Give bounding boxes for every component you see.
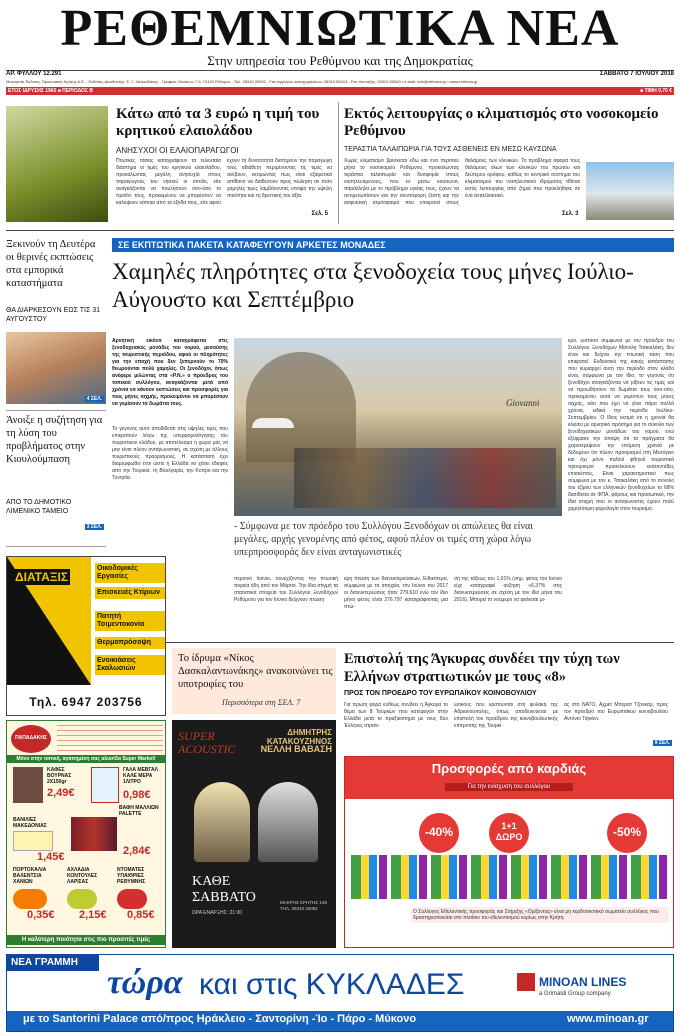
hospital-article[interactable] — [344, 100, 674, 228]
agkyra-page: 9 ΣΕΛ. — [654, 740, 670, 746]
olive-oil-page: Σελ. 5 — [311, 211, 328, 217]
sarantis-footer: Ο Σύλλογος Εθελοντικής προσφοράς και Στήριξης «Ορίζοντας» είναι μη κερδοσκοπικό σωματείο συλλόγος που δραστηριοποιείται στο πλαίσιο του εθελοντισμού κυρίως στην Κρήτη. — [411, 907, 669, 923]
diataxis-item-1: Οικοδομικές Εργασίες — [95, 563, 165, 583]
crowd-shape — [294, 448, 556, 508]
papadakis-item-3-price: 1,45€ — [37, 851, 65, 863]
concert-ad[interactable] — [172, 720, 336, 948]
minoan-logo-icon — [517, 973, 535, 991]
papadakis-item-1-price: 2,49€ — [47, 787, 75, 799]
sarantis-badge-2: 1+1 ΔΩΡΟ — [495, 821, 523, 842]
minoan-brand: MINOAN LINES — [539, 975, 627, 989]
olive-oil-article[interactable] — [6, 100, 332, 228]
concert-time: ΩΡΑ ΕΝΑΡΞΗΣ: 21:00 — [192, 910, 243, 916]
papadakis-item-3-photo — [13, 831, 53, 851]
minoan-tagline: a Grimaldi Group company — [539, 991, 611, 997]
diataxis-phone: Τηλ. 6947 203756 — [29, 695, 143, 709]
main-left-col: Το γεγονός αυτό αποδίδεται στις υψηλές τιμές που επικρατούν λόγω της υπερφορολόγησης του τουριστικού κλάδου, με αποτέλεσμα η χώρα μας να μην είναι πλέον ανταγωνιστική, σε σχέση με άλλους τουριστικούς προορισμούς. Η κατάσταση έχει διαμορφωθεί έτσι ώστε η Ελλάδα να χάνει έδαφος από την Τουρκία, τη Βουλγαρία, την Κύπρο και την Τυνησία. — [112, 426, 228, 481]
papadakis-item-6-name: ΑΧΛΑΔΙΑ ΚΟΝΤΟΥΛΕΣ ΛΑΡΙΣΑΣ — [67, 867, 98, 885]
main-bottom-col1: περσινό Ιούνιο, συνεχίζοντας την πτωτική πορεία ήδη από τον Μάρτιο. Την ίδια στιγμή τα στατιστικά στοιχεία του Συλλόγου Ξενοδόχων Ρεθύμνου για τον Ιούνιο δείχνουν πτώση — [234, 576, 338, 603]
minoan-new-line: ΝΕΑ ΓΡΑΜΜΗ — [7, 955, 99, 971]
sales-headline: Ξεκινούν τη Δευτέρα οι θερινές εκπτώσεις στα εμπορικά καταστήματα — [6, 239, 96, 289]
concert-artist: ΔΗΜΗΤΡΗΣ ΚΑΤΑΚΟΥΖΗΝΟΣ — [266, 728, 332, 746]
agkyra-article[interactable] — [344, 648, 674, 748]
papadakis-footer: Η καλύτερη ποιότητα στις πιο προσιτές τιμές — [7, 935, 165, 945]
issue-date: ΣΑΒΒΑΤΟ 7 ΙΟΥΛΙΟΥ 2018 — [599, 71, 674, 77]
hospital-body: Χωρίς κλιματισμό βρίσκεται εδώ και ένα περίπου μήνα το νοσοκομείο Ρεθύμνου, προκαλώντας τεράστια ταλαιπωρία και δυσφορία στους νοσηλευόμενους, που εν μέσω καύσωνα, παράλληλα με το πρόβλημα υγείας τους, έχουν να αντιμετωπίσουν και την ανυπόφορη ζέστη και την ασφυκτική ατμόσφαιρα που επικρατεί στους θαλάμους των κλινικών. Το πρόβλημα αφορά τους θαλάμους όλων των κλινικών του πρώτου και δεύτερου ορόφου, καθώς το κεντρικό σύστημα του κλιματισμού του νοσηλευτικού ιδρύματος τίθεται εκτός λειτουργίας από ζημιά που προκλήθηκε σε ένα ανταλλακτικό. — [344, 158, 580, 206]
papadakis-item-4-photo — [71, 817, 117, 851]
photo-shop-sign: Giovanni — [506, 398, 540, 408]
diataxis-brand: ΔΙΑΤΑΞΙΣ — [15, 570, 68, 584]
sales-page: 4 ΣΕΛ. — [86, 396, 102, 402]
agkyra-col2: ωτικούς που κρατούνται στη φυλακή της Αδριανούπολης, όπως αποδεικνύεται με επιστολή του προέδρου της κοινοβουλευτικής επιτροπής της Τουρκί- — [454, 702, 558, 729]
hospital-headline: Εκτός λειτουργίας ο κλιματισμός στο νοσοκομείο Ρεθύμνου — [344, 106, 659, 139]
papadakis-item-1-photo — [13, 767, 43, 803]
papadakis-ad[interactable] — [6, 720, 166, 948]
minoan-url[interactable]: www.minoan.gr — [567, 1013, 649, 1025]
minoan-ad[interactable] — [6, 954, 674, 1032]
main-right-col: κρό, ωστόσο σύμφωνα με τον πρόεδρο του Συλλόγου Ξενοδόχων Μανόλη Τσακαλάκη, δεν είναι και δείχνει την πτωτική τάση που επικρατεί. Ενδεικτικό της κακής κατάστασης που κυριαρχεί αυτή την περίοδο στον κλάδο είναι, σύμφωνα με τον ίδιο, το γεγονός ότι ξενοδόχοι αναγκάζονται να ρίξουν τις τιμές και να προωθήσουν τα δωμάτια τους όσο-όσο, προκειμένου αυτά να γεμίσουν τους μήνες αιχμής, κάτι που έχει να γίνει πάρα πολλά χρόνια, ειδικά την περίοδο Ιουλίου-Σεπτεμβρίου. Ο ίδιος εκτιμά ότι η χρονιά θα κλείσει με αρνητικό πρόσημο για το σύνολο των ξενοδοχειακών μονάδων του νομού, ενώ εξέφρασε την άποψη ότι τα πράγματα θα χειροτερέψουν την επόμενη χρονιά με δεδομένο ότι πλέον προορισμοί στη Μεσόγειο και όχι μόνο πολλοί φθηνοί τουριστικά προορισμοί προσελκύουν εκατοντάδες επισκέπτες. Είναι χαρακτηριστικό πως σύμφωνα με τον κ. Τσακαλάκη από το σύνολο του τζίρου των ελληνικών ξενοδοχείων το 68% διατίθεται σε ΦΠΑ, φόρους και προσωπικό, την ίδια στιγμή που οι ανταγωνιστές έχουν πολύ χαμηλότερη φορολογία στον τουρισμό. — [568, 338, 674, 512]
masthead-title: ΡΕΘΕΜΝΙΩΤΙΚΑ ΝΕΑ — [60, 0, 620, 57]
kiouloumpasi-page: 3 ΣΕΛ. — [86, 524, 102, 530]
diataxis-item-4: Θερμοπρόσοψη — [95, 637, 165, 649]
imprint: Ιδιοκτησία-Έκδοση: Προσωπική Κρήτης Α.Ε. - Εκδότης-Διευθυντής: Ε. Γ. Χαλκιαδάκης - Γραφείο: Μούσων 7-9, 74132 Ρέθυμνο - Τηλ. 28310 29292 - Fax αγγελιών-καταχωρήσεων: 28310 55413 - Fax σύνταξης: 28310 50040 • e-mail: info@rethnea.gr • www.rethnea.gr — [6, 79, 478, 84]
papadakis-item-4-price: 2,84€ — [123, 845, 151, 857]
minoan-route: με το Santorini Palace από/προς Ηράκλειο - Σαντορίνη -Ίο - Πάρο - Μύκονο — [23, 1013, 417, 1025]
kiouloumpasi-article[interactable] — [6, 414, 106, 542]
sarantis-badge-3: -50% — [612, 825, 641, 839]
kiouloumpasi-kicker: ΑΠΟ ΤΟ ΔΗΜΟΤΙΚΟ ΛΙΜΕΝΙΚΟ ΤΑΜΕΙΟ — [6, 499, 72, 515]
arcade-left-shape — [246, 352, 356, 462]
olive-oil-headline: Κάτω από τα 3 ευρώ η τιμή του κρητικού ελαιολάδου — [116, 106, 320, 139]
diataxis-item-5: Ενοικιάσεις Σκαλωσιών — [95, 655, 165, 675]
papadakis-brand: ΠΑΠΑΔΑΚΗΣ — [15, 735, 47, 741]
founded: ΕΤΟΣ ΙΔΡΥΣΗΣ 1965 ■ ΠΕΡΙΟΔΟΣ Β — [8, 88, 93, 94]
papadakis-item-5-photo — [13, 889, 47, 909]
main-bottom-col2: κρή πτώση των διανυκτερεύσεων. Ειδικότερα, σύμφωνα με τα στοιχεία, τον Ιούνιο του 2017 οι διανυκτερεύσεις ήταν 279.610 ενώ τον ίδιο μήνα φέτος είναι 276.797 καταγράφοντας μια πτώ- — [344, 576, 448, 610]
olive-oil-body: Πτωτικές τάσεις καταγράφουν τα τελευταία διάστημα οι τιμές του κρητικού ελαιολάδου, προκαλώντας μεγάλη ανησυχία στους παραγωγούς του νησιού οι οποίοι, είτε αναγκάζονται να πουλήσουν όσο-όσο το προϊόν τους, προκειμένου να μπορέσουν να καλύψουν κάποια από τα έξοδα τους, είτε αφού έχουν τη δυνατότητα διατηρούν την παραγωγή τους αδιάθετη περιμένοντας τις τιμές να ανέβουν, εκτιμώντας πως είναι εξαιρετικά απίθανο να διαθέσουν προς πώληση σε τόσο χαμηλές τιμές λαμβάνοντας υπόψη την υψηλή ποιότητα και τη θρεπτική του αξία. — [116, 158, 332, 206]
main-headline: Χαμηλές πληρότητες στα ξενοδοχεία τους μήνες Ιούλιο-Αύγουστο και Σεπτέμβριο — [112, 259, 634, 312]
agkyra-col1: Για πρώτη φορά ευθέως συνδέει η Άγκυρα το θέμα των 8 Τούρκων που κατέφυγαν στην Ελλάδα μετά το πραξικόπημα με τους δύο Έλληνες στρατι- — [344, 702, 448, 729]
sarantis-products-shape — [351, 855, 667, 899]
papadakis-item-7-photo — [117, 889, 147, 909]
concert-title: SUPER ACOUSTIC — [178, 729, 236, 756]
concert-day: ΚΑΘΕ ΣΑΒΒΑΤΟ — [192, 874, 256, 905]
olive-oil-photo — [6, 106, 108, 222]
issue-number: ΑΡ. ΦΥΛΛΟΥ 12.291 — [6, 71, 62, 77]
concert-musician-photo — [258, 782, 318, 862]
agkyra-col3: ας στο ΝΑΤΟ, Αχμέτ Μπερατ Τζονκάρ, προς τον πρόεδρο του Ευρωπαϊκού κοινοβουλίου Αντόνιο Ταγιάνι. — [564, 702, 668, 722]
idryma-headline: Το ίδρυμα «Νίκος Δασκαλαντωνάκης» ανακοινώνει τις υποτροφίες του — [178, 653, 333, 690]
idryma-link[interactable]: Περισσότερα στη ΣΕΛ. 7 — [222, 698, 301, 707]
hospital-page: Σελ. 3 — [562, 211, 579, 217]
sarantis-title: Προσφορές από καρδιάς — [431, 761, 587, 776]
papadakis-item-1-name: ΚΑΦΕΣ ΒΟΥΡΝΑΣ 2Χ150gr — [47, 767, 72, 785]
papadakis-item-2-name: ΓΑΛΑ ΜΕΒΓΑΛ ΚΑΛΕ ΜΕΡΑ 1ΛΙΤΡΟ — [123, 767, 158, 785]
main-caption: - Σύμφωνα με τον πρόεδρο του Συλλόγου Ξενοδόχων οι απώλειες θα είναι μεγάλες, αρχής γενομένης από φέτος, αφού πλέον οι τιμές στη χώρα λόγω υπερπροσφοράς δεν είναι ανταγωνιστικές — [234, 521, 533, 558]
papadakis-item-7-price: 0,85€ — [127, 909, 155, 921]
papadakis-stores — [57, 725, 163, 753]
minoan-tora: τώρα — [107, 964, 183, 1001]
agkyra-headline: Επιστολή της Άγκυρας συνδέει την τύχη των Ελλήνων στρατιωτικών με τους «8» — [344, 651, 620, 685]
papadakis-item-6-price: 2,15€ — [79, 909, 107, 921]
minoan-headline: και στις ΚΥΚΛΑΔΕΣ — [199, 968, 465, 1001]
sarantis-subtitle: Για την ενίσχυση του συλλόγου — [445, 783, 573, 791]
papadakis-item-5-name: ΠΟΡΤΟΚΑΛΙΑ ΒΑΛΕΝΤΣΙΑ ΧΑΝΙΩΝ — [13, 867, 47, 885]
papadakis-item-2-photo — [91, 767, 119, 803]
papadakis-item-5-price: 0,35€ — [27, 909, 55, 921]
diataxis-ad[interactable] — [6, 556, 166, 716]
papadakis-item-6-photo — [67, 889, 97, 909]
sales-article[interactable] — [6, 236, 106, 406]
sales-photo — [6, 332, 106, 404]
sarantis-badge-1: -40% — [424, 825, 453, 839]
agkyra-kicker: ΠΡΟΣ ΤΟΝ ΠΡΟΕΔΡΟ ΤΟΥ ΕΥΡΩΠΑΪΚΟΥ ΚΟΙΝΟΒΟΥΛΙΟΥ — [344, 690, 537, 697]
concert-venue: ΜΑΚΡΗΣ ΚΡΗΤΗΣ 149 ΤΗΛ. 28310 26062 — [280, 900, 327, 911]
umbrella-shape — [252, 418, 294, 428]
masthead — [0, 0, 680, 96]
olive-oil-kicker: ΑΝΗΣΥΧΟΙ ΟΙ ΕΛΑΙΟΠΑΡΑΓΩΓΟΙ — [116, 146, 239, 155]
kiouloumpasi-headline: Άνοιξε η συζήτηση για τη λύση του προβλήματος στην Κιουλούμπαση — [6, 415, 103, 465]
papadakis-item-3-name: ΒΑΝΙΛΙΕΣ ΜΑΚΕΔΟΝΙΑΣ — [13, 817, 47, 829]
idryma-box[interactable] — [172, 648, 336, 714]
masthead-subtitle: Στην υπηρεσία του Ρεθύμνου και της Δημοκρατίας — [207, 53, 473, 68]
main-lead: Αρνητική εικόνα καταγράφεται στις ξενοδοχειακές μονάδες του νομού, μεσούσης της τουριστικής περιόδου, αφού οι πληρότητες για την εποχή που δεν ξεπερνούν το 70% θεωρούνται πολύ χαμηλές. Οι ξενοδόχοι, όπως ανέφερε μιλώντας στα «Ρ.Ν.» ο πρόεδρος του τοπικού συλλόγου, αναγκάζονται μετά από χρόνια να κάνουν εκπτώσεις και προσφορές για τους μήνες αιχμής, προκειμένου να μπορέσουν να γεμίσουν τα δωμάτια τους. — [112, 338, 228, 407]
price: ■ ΤΙΜΗ 0,70 € — [640, 88, 672, 94]
hospital-kicker: ΤΕΡΑΣΤΙΑ ΤΑΛΑΙΠΩΡΙΑ ΓΙΑ ΤΟΥΣ ΑΣΘΕΝΕΙΣ ΕΝ ΜΕΣΩ ΚΑΥΣΩΝΑ — [344, 146, 557, 153]
hospital-photo — [586, 162, 674, 220]
main-banner: ΣΕ ΕΚΠΤΩΤΙΚΑ ΠΑΚΕΤΑ ΚΑΤΑΦΕΥΓΟΥΝ ΑΡΚΕΤΕΣ ΜΟΝΑΔΕΣ — [112, 238, 674, 252]
diataxis-item-2: Επισκευές Κτίριων — [95, 587, 165, 599]
main-photo — [234, 338, 562, 516]
sarantis-ad[interactable] — [344, 756, 674, 948]
concert-singer-photo — [194, 782, 250, 862]
main-bottom-col3: ση της τάξεως του 1,01% (σημ. φέτος τον Ιούνιο είχε καταγραφεί αύξηση «6,37% στις διανυκτερεύσεις σε σχέση με τον ίδιο μήνα του 2016). Μπορεί το νούμερο να φαίνεται μι- — [454, 576, 562, 603]
sales-kicker: ΘΑ ΔΙΑΡΚΕΣΟΥΝ ΕΩΣ ΤΙΣ 31 ΑΥΓΟΥΣΤΟΥ — [6, 307, 100, 323]
papadakis-slogan: Μόνο στην τοπική, αγαπημένη σας αλυσίδα Super Market! — [7, 755, 165, 763]
papadakis-item-2-price: 0,98€ — [123, 789, 151, 801]
diataxis-item-3: Πατητή Τσιμεντοκονία — [95, 611, 165, 631]
concert-artist2: ΝΕΛΛΗ ΒΑΒΑΣΗ — [260, 744, 332, 754]
papadakis-item-7-name: ΝΤΟΜΑΤΕΣ ΥΠΑΙΘΡΙΕΣ ΡΕΘΥΜΝΗΣ — [117, 867, 146, 885]
papadakis-item-4-name: ΒΑΦΗ ΜΑΛΛΙΩΝ PALETTE — [119, 805, 159, 817]
